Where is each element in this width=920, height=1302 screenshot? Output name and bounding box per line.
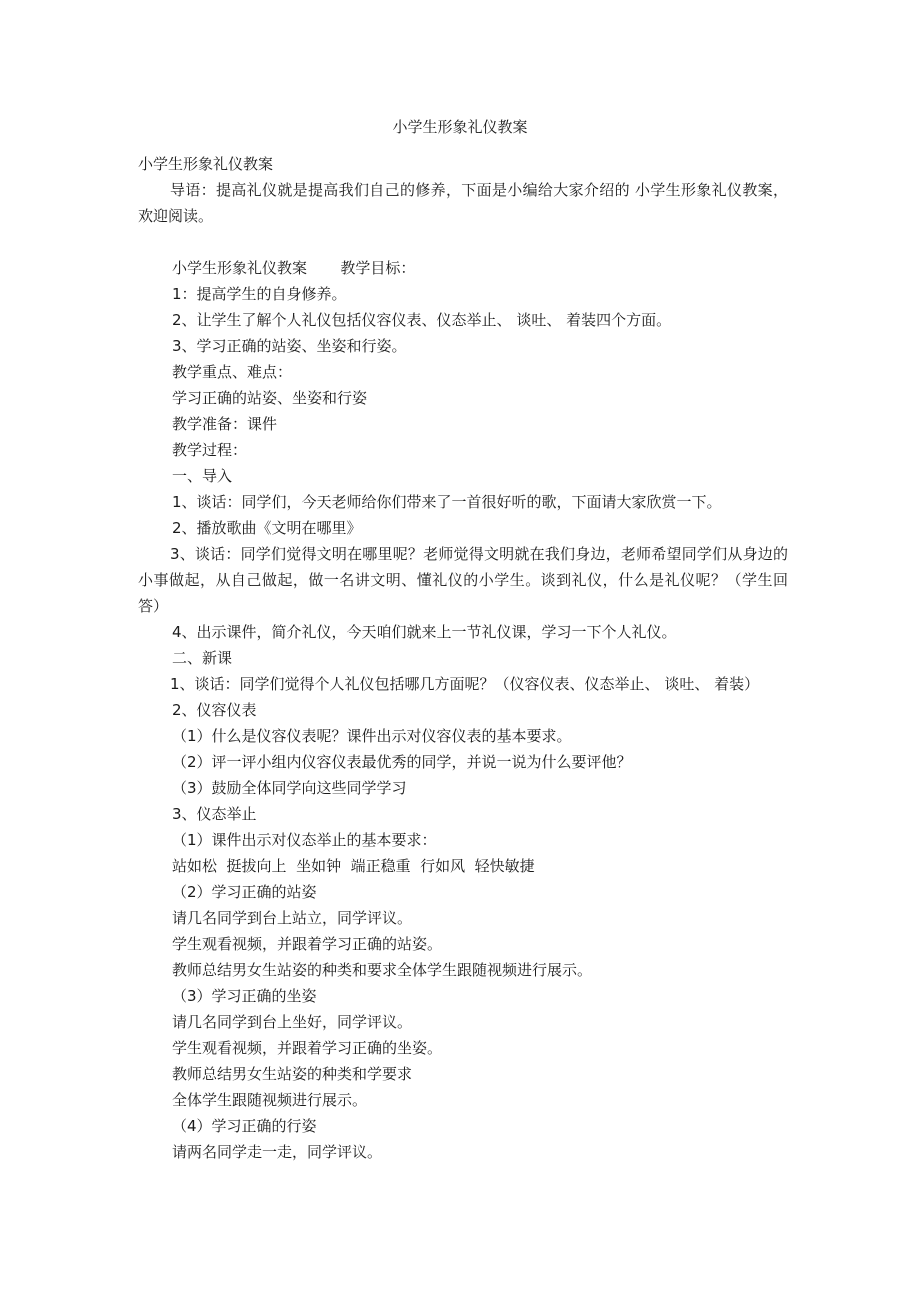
document-body (138, 151, 788, 1165)
body-line: 请两名同学走一走，同学评议。 (172, 1143, 383, 1161)
body-line: 3、仪态举止 (172, 805, 257, 823)
body-line: （2）评一评小组内仪容仪表最优秀的同学，并说一说为什么要评他？ (172, 753, 632, 771)
body-line: 4、出示课件，简介礼仪，今天咱们就来上一节礼仪课，学习一下个人礼仪。 (172, 623, 677, 641)
body-line: 学习正确的站姿、坐姿和行姿 (172, 389, 368, 407)
body-line: 教学准备：课件 (172, 415, 278, 433)
body-line: 教学过程： (172, 441, 248, 459)
body-line: 教师总结男女生站姿的种类和学要求 (172, 1065, 413, 1083)
body-line: 1：提高学生的自身修养。 (172, 285, 347, 303)
body-line: （1）课件出示对仪态举止的基本要求： (172, 831, 437, 849)
body-line: 一、导入 (172, 467, 233, 485)
document-title: 小学生形象礼仪教案 (392, 118, 528, 136)
blank-line (138, 229, 788, 255)
paragraph-talk: 3、谈话：同学们觉得文明在哪里呢？老师觉得文明就在我们身边，老师希望同学们从身边的小事做起，从自己做起，做一名讲文明、懂礼仪的小学生。谈到礼仪，什么是礼仪呢？（学生回答） (138, 545, 788, 615)
body-line: （1）什么是仪容仪表呢？课件出示对仪容仪表的基本要求。 (172, 727, 572, 745)
body-line: 1、谈话：同学们，今天老师给你们带来了一首很好听的歌，下面请大家欣赏一下。 (172, 493, 722, 511)
subtitle: 小学生形象礼仪教案 (138, 155, 274, 173)
body-line: （3）鼓励全体同学向这些同学学习 (172, 779, 407, 797)
body-line: （4）学习正确的行姿 (172, 1117, 317, 1135)
body-line: 2、让学生了解个人礼仪包括仪容仪表、仪态举止、 谈吐、 着装四个方面。 (172, 311, 672, 329)
body-line: 站如松 挺拔向上 坐如钟 端正稳重 行如风 轻快敏捷 (172, 857, 535, 875)
body-line: 二、新课 (172, 649, 233, 667)
body-line: 请几名同学到台上坐好，同学评议。 (172, 1013, 413, 1031)
body-line: 小学生形象礼仪教案 教学目标： (172, 259, 416, 277)
intro-paragraph: 导语：提高礼仪就是提高我们自己的修养，下面是小编给大家介绍的 小学生形象礼仪教案，欢迎阅读。 (138, 181, 788, 225)
body-line: （3）学习正确的坐姿 (172, 987, 317, 1005)
body-line: 2、仪容仪表 (172, 701, 257, 719)
body-line: 全体学生跟随视频进行展示。 (172, 1091, 368, 1109)
body-line: 请几名同学到台上站立，同学评议。 (172, 909, 413, 927)
body-line: 学生观看视频，并跟着学习正确的站姿。 (172, 935, 443, 953)
paragraph-new-lesson: 1、谈话：同学们觉得个人礼仪包括哪几方面呢？（仪容仪表、仪态举止、 谈吐、 着装） (170, 675, 760, 693)
body-line: 学生观看视频，并跟着学习正确的坐姿。 (172, 1039, 443, 1057)
body-line: 2、播放歌曲《文明在哪里》 (172, 519, 362, 537)
body-line: 教学重点、难点： (172, 363, 293, 381)
body-line: 教师总结男女生站姿的种类和要求全体学生跟随视频进行展示。 (172, 961, 593, 979)
body-line: （2）学习正确的站姿 (172, 883, 317, 901)
body-line: 3、学习正确的站姿、坐姿和行姿。 (172, 337, 407, 355)
